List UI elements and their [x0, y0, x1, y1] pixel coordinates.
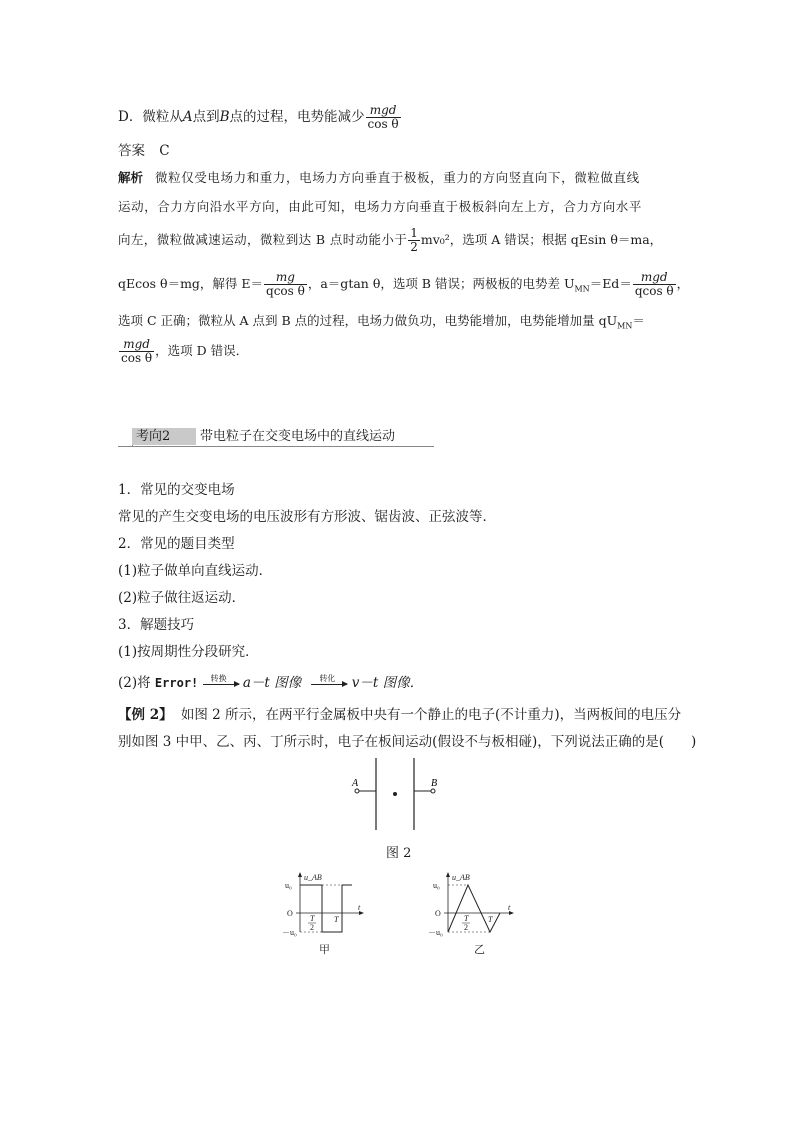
sub-mn: MN: [574, 284, 590, 294]
p3b-vt: v－t 图像．: [351, 675, 424, 691]
arrow2-line: [311, 684, 347, 685]
yi-y-arrow-icon: [446, 872, 450, 877]
analysis-text3b: mv₀²，选项 A 错误；根据 qEsin θ＝ma，: [420, 232, 663, 247]
para-3a: (1)按周期性分段研究．: [118, 644, 259, 660]
arrow-transform-icon: [311, 673, 347, 692]
analysis-line3: [118, 227, 662, 254]
yi-T: T: [488, 915, 493, 924]
fraction-mgd-cos: [366, 104, 401, 131]
analysis-text1: 微粒仅受电场力和重力，电场力方向垂直于极板，重力的方向竖直向下，微粒做直线: [155, 170, 640, 185]
yi-caption: 乙: [474, 944, 485, 956]
jia-y-arrow-icon: [298, 872, 302, 877]
sub-mn-2: MN: [617, 321, 633, 331]
f3-den: cos θ: [121, 351, 153, 365]
yi-origin: O: [435, 909, 441, 918]
yi-t-label: t: [508, 903, 511, 912]
figure2-label-b: B: [431, 778, 438, 789]
arrow2-label: 转化: [319, 673, 336, 683]
analysis-line4: [118, 271, 689, 299]
yi-half-den: 2: [464, 923, 468, 932]
p3b-at: a－t 图像: [242, 675, 302, 691]
figure-2-plates: [340, 758, 450, 832]
p3b-prefix: (2)将: [118, 675, 151, 691]
example-tag: 【例 2】: [118, 707, 173, 723]
point-a: A: [182, 109, 193, 125]
example-line2: 别如图 3 中甲、乙、丙、丁所示时，电子在板间运动(假设不与板相碰)，下列说法正确的是( ): [118, 734, 697, 750]
f1-num: mg: [264, 271, 307, 285]
analysis-text4d: ，: [676, 276, 690, 291]
analysis-text4c: ＝Ed＝: [589, 276, 632, 291]
analysis-text5a: 选项 C 正确；微粒从 A 点到 B 点的过程，电场力做负功，电势能增加，电势能增加量 qU: [118, 313, 618, 328]
option-d-mid: 点到: [192, 109, 220, 125]
frac-num: mgd: [366, 104, 401, 118]
terminal-a: [355, 789, 359, 793]
analysis-text5b: ＝: [632, 313, 645, 328]
fraction-mg-qcos: [264, 271, 307, 298]
jia-half-den: 2: [310, 923, 314, 932]
heading-3: 3．解题技巧: [118, 617, 195, 633]
heading-1: 1．常见的交变电场: [118, 482, 235, 498]
error-text: Error!: [154, 676, 199, 690]
f2-num: mgd: [633, 271, 676, 285]
electron-dot: [393, 792, 397, 796]
f1-den: qcos θ: [266, 284, 305, 298]
para-1: 常见的产生交变电场的电压波形有方形波、锯齿波、正弦波等．: [118, 509, 496, 525]
fraction-half: [408, 227, 420, 254]
analysis-label: 解析: [118, 170, 144, 185]
analysis-text4a: qEcos θ＝mg，解得 E＝: [118, 276, 264, 291]
banner-title: 带电粒子在交变电场中的直线运动: [200, 429, 396, 444]
analysis-line6: [118, 338, 248, 365]
analysis-text4b: ，a＝gtan θ，选项 B 错误；两极板的电势差 U: [307, 276, 575, 291]
f3-num: mgd: [119, 338, 154, 352]
point-b: B: [219, 109, 230, 125]
terminal-b: [431, 789, 435, 793]
jia-t-label: t: [358, 903, 361, 912]
yi-half-num: T: [464, 914, 469, 923]
option-d-prefix: D．微粒从: [118, 109, 183, 125]
example-line1: [118, 706, 681, 724]
graph-jia: [282, 870, 372, 960]
para-2a: (1)粒子做单向直线运动．: [118, 563, 273, 579]
fraction-mgd-qcos: [633, 271, 676, 298]
fraction-mgd-cos-2: [119, 338, 154, 365]
half-den: 2: [410, 240, 418, 254]
option-d-suffix: 点的过程，电势能减少: [229, 109, 365, 125]
example-text1: 如图 2 所示，在两平行金属板中央有一个静止的电子(不计重力)，当两板间的电压分: [180, 707, 682, 723]
f2-den: qcos θ: [634, 284, 674, 298]
analysis-line5: [118, 312, 645, 336]
jia-half-num: T: [310, 914, 315, 923]
analysis-text3a: 向左，微粒做减速运动，微粒到达 B 点时动能小于: [118, 232, 408, 247]
arrow1-label: 转换: [210, 673, 227, 683]
half-num: 1: [410, 226, 418, 240]
analysis-text6b: ，选项 D 错误．: [155, 343, 249, 358]
jia-caption: 甲: [319, 944, 330, 956]
graph-yi: [428, 870, 523, 960]
figure2-label-a: A: [352, 778, 359, 789]
para-2b: (2)粒子做往返运动．: [118, 590, 246, 606]
answer-value: C: [159, 143, 170, 159]
arrow-convert-icon: [203, 673, 239, 692]
figure2-caption: 图 2: [386, 846, 412, 861]
heading-2: 2．常见的题目类型: [118, 536, 235, 552]
option-d: [118, 104, 402, 131]
yi-y-label: u_AB: [452, 873, 470, 882]
banner-tag: 考向2: [132, 428, 196, 445]
jia-origin: O: [287, 909, 293, 918]
answer-label: 答案: [118, 143, 145, 159]
jia-waveform: [300, 885, 352, 932]
analysis-line2: 运动，合力方向沿水平方向，由此可知，电场力方向垂直于极板斜向左上方，合力方向水平: [118, 199, 643, 214]
frac-den: cos θ: [367, 117, 399, 131]
section-banner: [118, 425, 434, 447]
para-3b: [118, 674, 423, 692]
analysis-line1: [118, 169, 640, 187]
yi-waveform: [448, 885, 500, 932]
jia-u0: u₀: [285, 881, 292, 890]
yi-u0: u₀: [433, 881, 440, 890]
banner-rule: [118, 446, 434, 447]
jia-y-label: u_AB: [304, 873, 322, 882]
jia-neg-u0: －u₀: [282, 928, 297, 937]
arrow1-line: [203, 684, 239, 685]
yi-neg-u0: －u₀: [428, 928, 443, 937]
answer-line: [118, 142, 170, 160]
jia-T: T: [334, 915, 339, 924]
